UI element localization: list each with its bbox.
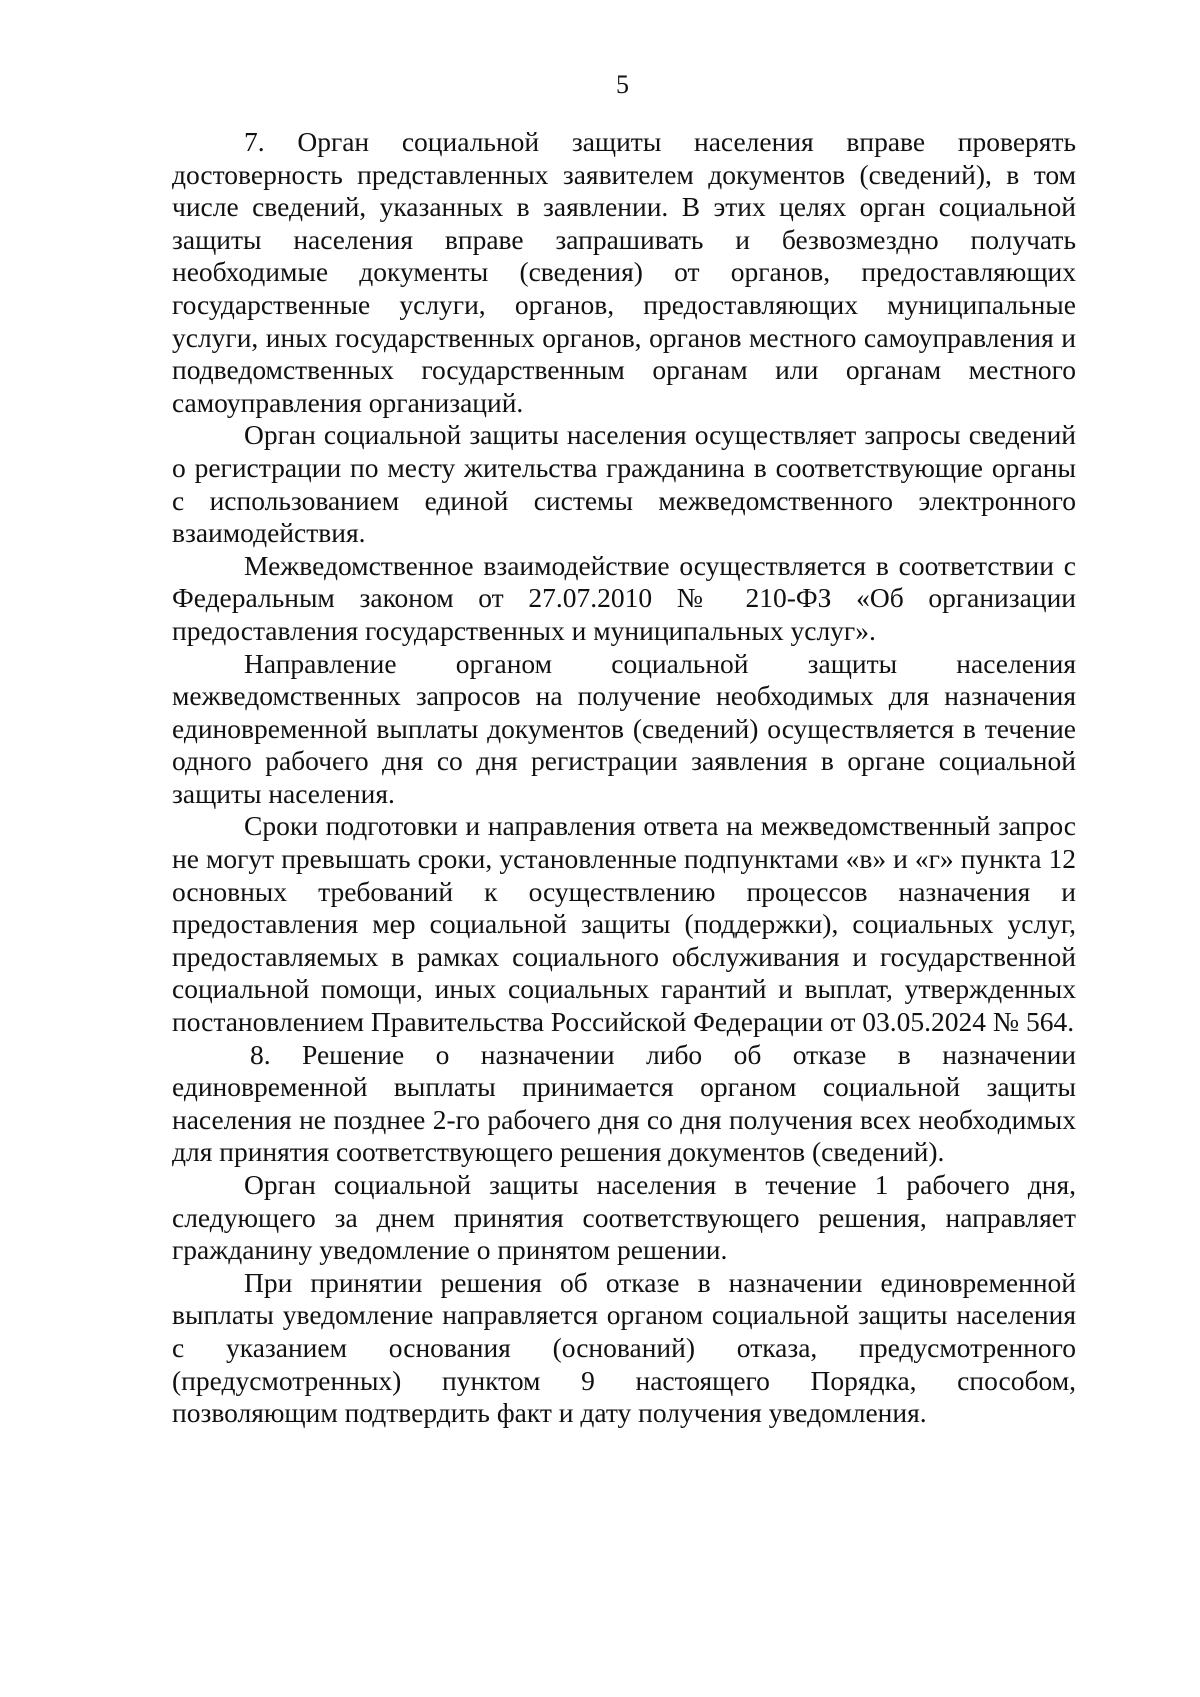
document-body bbox=[172, 126, 1076, 1430]
paragraph-7-verification: 7. Орган социальной защиты населения вправе проверять достоверность представленных заявителем документов (сведений), в том числе сведений, указанных в заявлении. В этих целях орган социальной защиты населения вправе запрашивать и безвозмездно получать необходимые документы (сведения) от органов, предоставляющих государственные услуги, органов, предоставляющих муниципальные услуги, иных государственных органов, органов местного самоуправления и подведомственных государственным органам или органам местного самоуправления организаций. bbox=[172, 126, 1076, 418]
paragraph-request-timing: Направление органом социальной защиты населения межведомственных запросов на получение необходимых для назначения единовременной выплаты документов (сведений) осуществляется в течение одного рабочего дня со дня регистрации заявления в органе социальной защиты населения. bbox=[172, 647, 1076, 809]
paragraph-response-deadlines: Сроки подготовки и направления ответа на межведомственный запрос не могут превышать сроки, установленные подпунктами «в» и «г» пункта 12 основных требований к осуществлению процессов назначения и предоставления мер социальной защиты (поддержки), социальных услуг, предоставляемых в рамках социального обслуживания и государственной социальной помощи, иных социальных гарантий и выплат, утвержденных постановлением Правительства Российской Федерации от 03.05.2024 № 564. bbox=[172, 810, 1076, 1038]
paragraph-refusal-notification: При принятии решения об отказе в назначении единовременной выплаты уведомление направляется органом социальной защиты населения с указанием основания (оснований) отказа, предусмотренного (предусмотренных) пунктом 9 настоящего Порядка, способом, позволяющим подтвердить факт и дату получения уведомления. bbox=[172, 1266, 1076, 1429]
paragraph-8-decision: 8. Решение о назначении либо об отказе в назначении единовременной выплаты принимается органом социальной защиты населения не позднее 2-го рабочего дня со дня получения всех необходимых для принятия соответствующего решения документов (сведений). bbox=[172, 1038, 1076, 1168]
paragraph-interagency-interaction: Межведомственное взаимодействие осуществляется в соответствии с Федеральным законом от 27.07.2010 № 210-ФЗ «Об организации предоставления государственных и муниципальных услуг». bbox=[172, 549, 1076, 646]
page-number: 5 bbox=[616, 70, 629, 99]
paragraph-registration-requests: Орган социальной защиты населения осуществляет запросы сведений о регистрации по месту жительства гражданина в соответствующие органы с использованием единой системы межведомственного электронного взаимодействия. bbox=[172, 419, 1076, 549]
paragraph-notification: Орган социальной защиты населения в течение 1 рабочего дня, следующего за днем принятия соответствующего решения, направляет гражданину уведомление о принятом решении. bbox=[172, 1169, 1076, 1266]
